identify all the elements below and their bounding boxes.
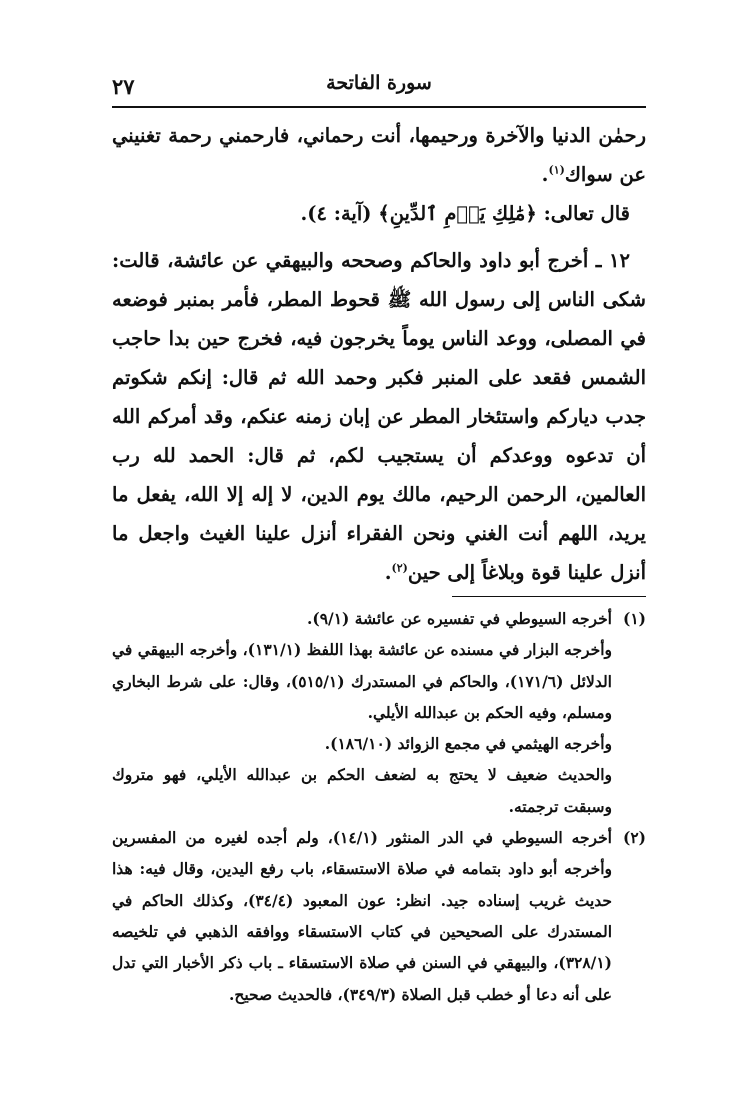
quran-verse: ﴿مَٰلِكِ يَوۡمِ ٱلدِّينِ﴾ xyxy=(378,202,537,225)
sentence-end: . xyxy=(541,163,549,186)
footnote-number: (١) xyxy=(622,609,646,628)
verse-line xyxy=(112,194,646,233)
footnote-rule xyxy=(452,596,646,597)
page-number: ٢٧ xyxy=(112,74,135,99)
surah-title: سورة الفاتحة xyxy=(326,72,432,94)
footnote-line: وأخرجه الهيثمي في مجمع الزوائد (١٨٦/١٠). xyxy=(324,734,612,754)
hadith-paragraph xyxy=(112,241,646,592)
paragraph-line: رحمٰن الدنيا والآخرة ورحيمها، أنت رحماني، فارحمني رحمة تغنيني xyxy=(112,124,646,147)
footnote-ref-1[interactable]: (١) xyxy=(548,163,565,177)
verse-reference: (آية: ٤). xyxy=(300,202,379,225)
footnote-line: وأخرجه البزار في مسنده عن عائشة بهذا اللفظ (١٣١/١)، وأخرجه البيهقي في الدلائل (١٧١/٦)، والحاكم في المستدرك (٥١٥/١)، وقال: على شرط البخاري ومسلم، وفيه الحكم بن عبدالله الأيلي. xyxy=(112,640,612,722)
footnote-body xyxy=(112,822,612,1010)
footnote-1 xyxy=(112,603,646,822)
header-rule xyxy=(112,106,646,108)
footnote-2 xyxy=(112,822,646,1010)
footnote-body xyxy=(112,603,612,822)
footnote-line: والحديث ضعيف لا يحتج به لضعف الحكم بن عبدالله الأيلي، فهو متروك وسبقت ترجمته. xyxy=(112,765,612,816)
footnotes xyxy=(112,603,646,1010)
sentence-end: . xyxy=(384,561,392,584)
hadith-text: ١٢ ـ أخرج أبو داود والحاكم وصححه والبيهقي عن عائشة، قالت: شكى الناس إلى رسول الله ﷺ قحوط المطر، فأمر بمنبر فوضعه في المصلى، ووعد الناس يوماً يخرجون فيه، فخرج حين بدا حاجب الشمس فقعد على المنبر فكبر وحمد الله ثم قال: إنكم شكوتم جدب دياركم واستئخار المطر عن إبان زمنه عنكم، وقد أمركم الله أن تدعوه ووعدكم أن يستجيب لكم، ثم قال: الحمد لله رب العالمين، الرحمن الرحيم، مالك يوم الدين، لا إله إلا الله، يفعل ما يريد، اللهم أنت الغني ونحن الفقراء أنزل علينا الغيث واجعل ما أنزل علينا قوة وبلاغاً إلى حين xyxy=(112,249,646,584)
footnote-ref-2[interactable]: (٢) xyxy=(391,561,408,575)
main-text xyxy=(112,116,646,592)
paragraph-line: عن سواك xyxy=(564,163,646,186)
footnote-text: أخرجه السيوطي في الدر المنثور (١٤/١)، ولم أجده لغيره من المفسرين وأخرجه أبو داود بتمامه في صلاة الاستسقاء، باب رفع اليدين، وقال فيه: هذا حديث غريب إسناده جيد. انظر: عون المعبود (٣٤/٤)، وكذلك الحاكم في المستدرك على الصحيحين في كتاب الاستسقاء ووافقه الذهبي في تلخيصه (٣٢٨/١)، والبيهقي في السنن في صلاة الاستسقاء ـ باب ذكر الأخبار التي تدل على أنه دعا أو خطب قبل الصلاة (٣٤٩/٣)، فالحديث صحيح. xyxy=(112,828,612,1004)
footnote-number: (٢) xyxy=(622,828,646,848)
footnote-line: أخرجه السيوطي في تفسيره عن عائشة (٩/١). xyxy=(306,609,612,628)
verse-intro: قال تعالى: xyxy=(536,202,630,225)
paragraph-continuation xyxy=(112,116,646,194)
page-header xyxy=(112,68,646,108)
